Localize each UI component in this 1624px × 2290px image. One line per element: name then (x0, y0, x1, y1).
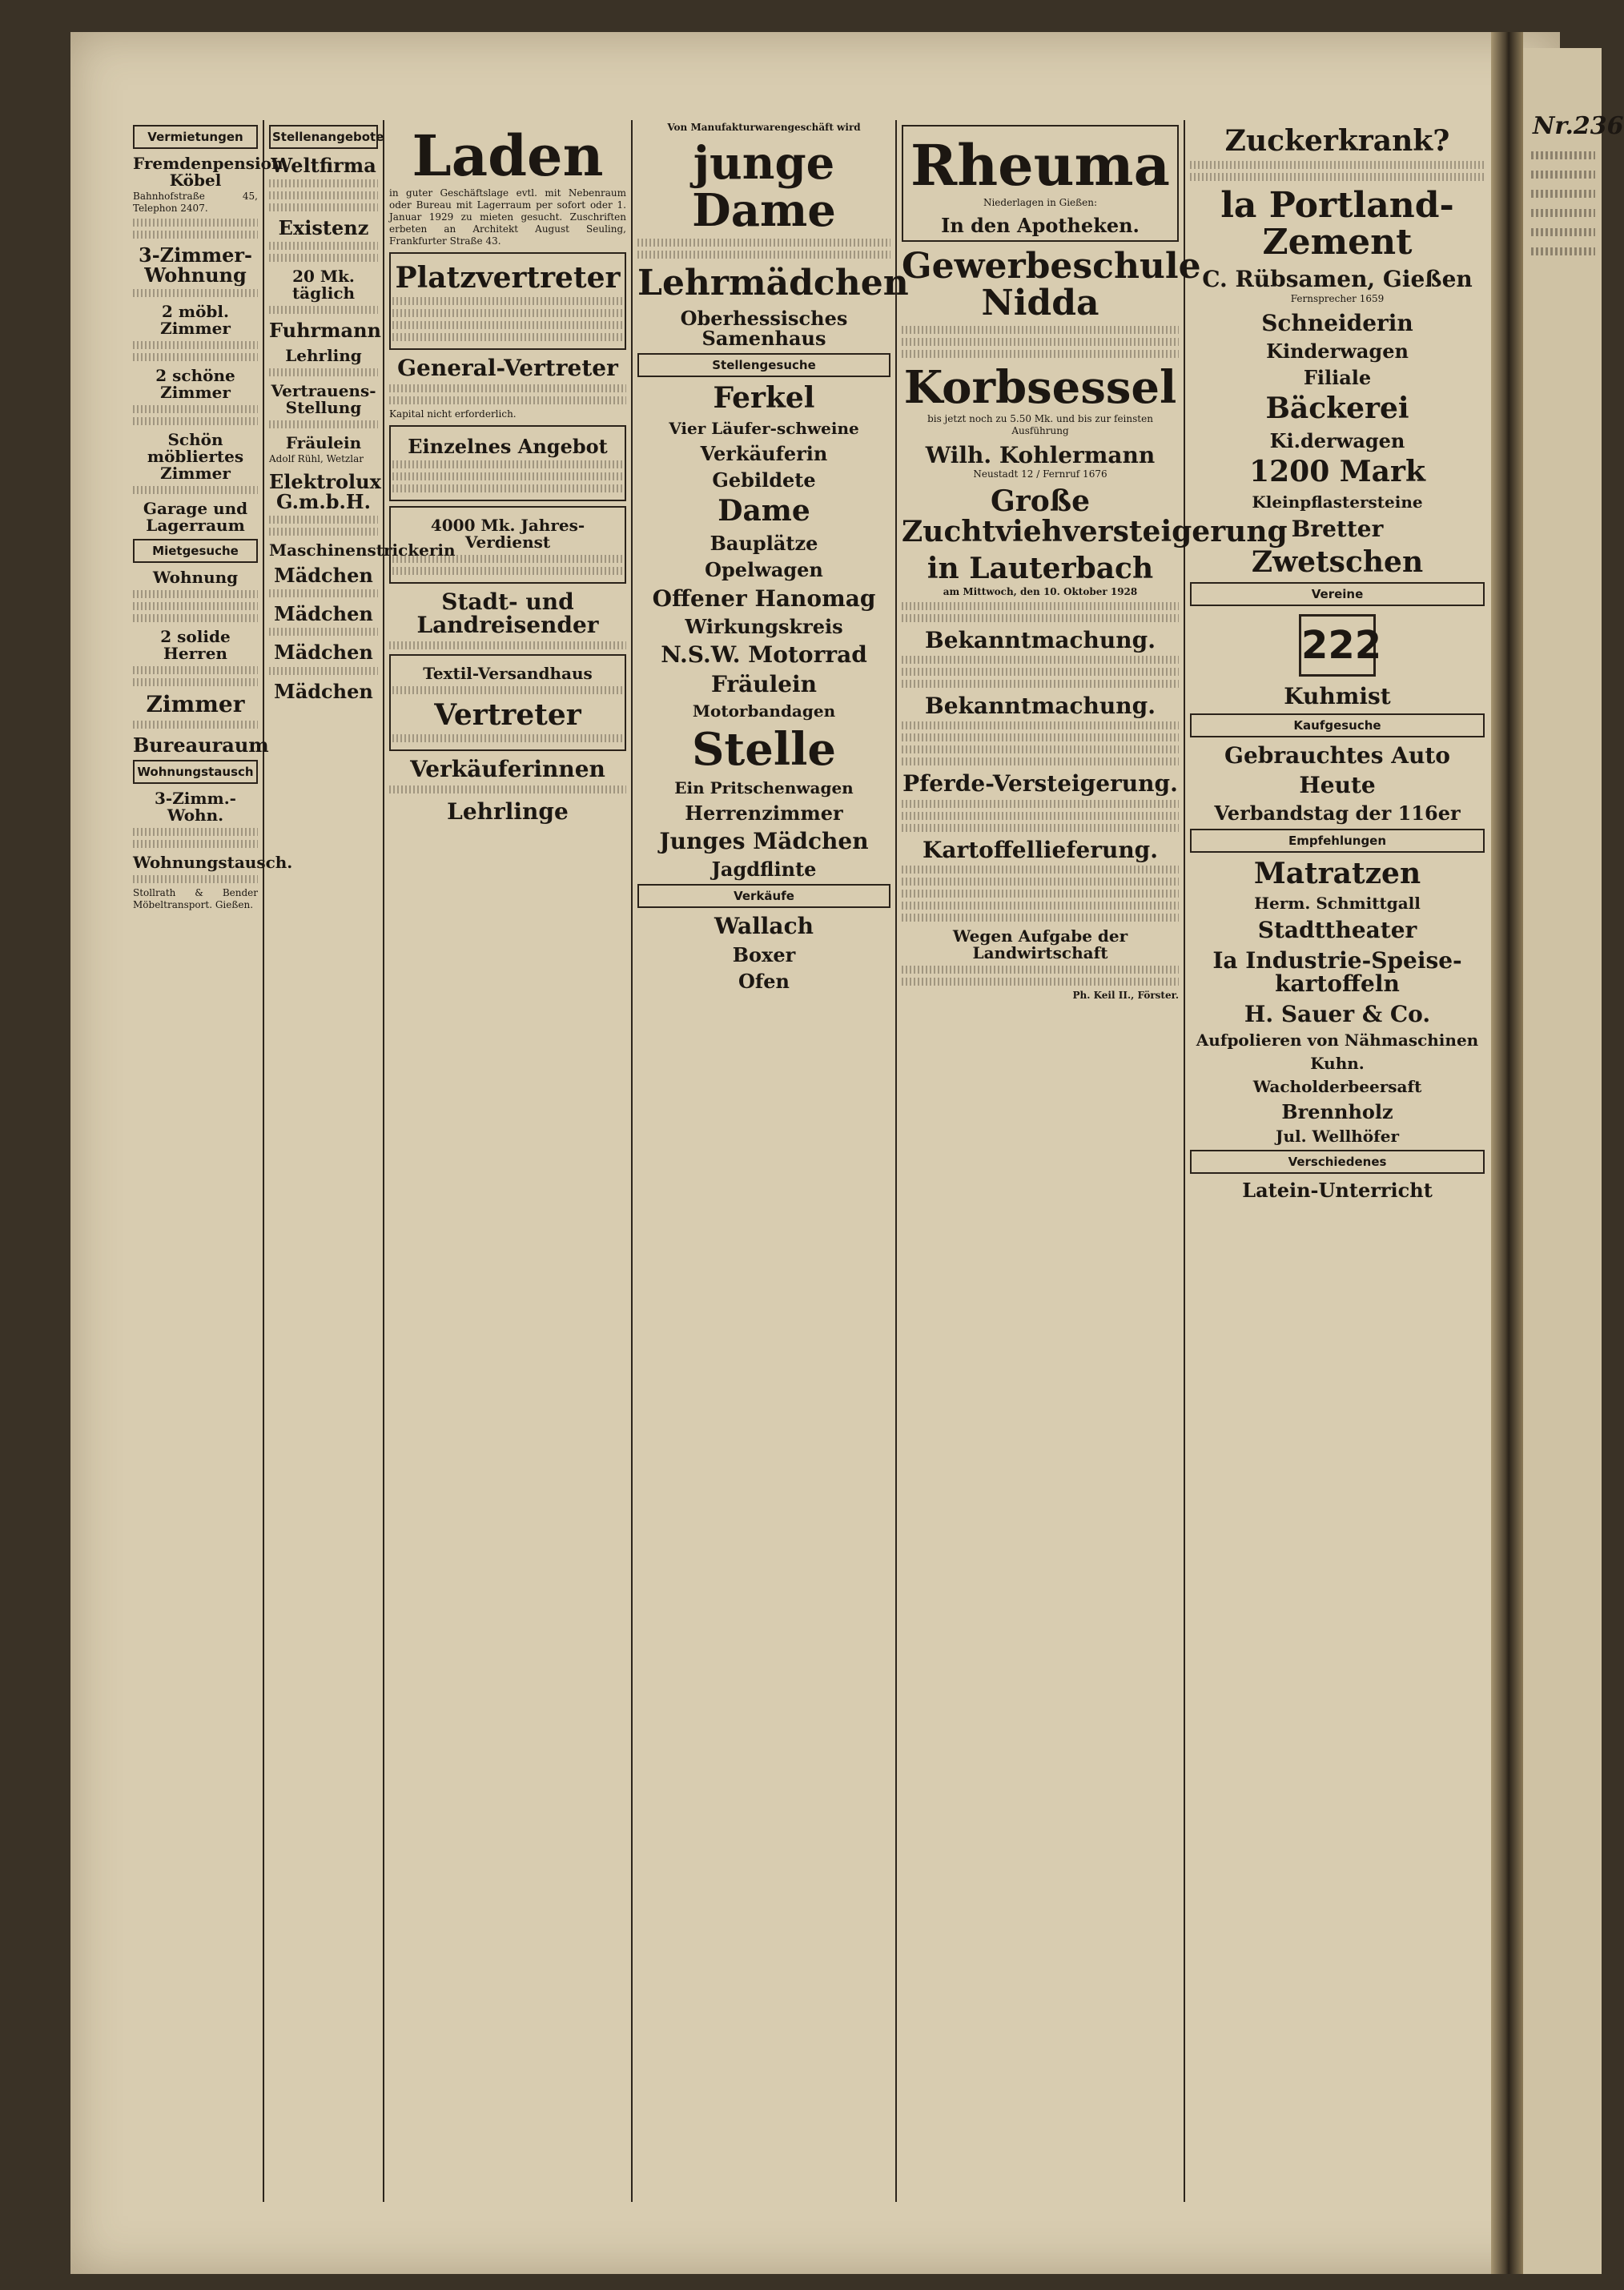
ad-heading: Vertreter (434, 697, 581, 732)
text-line (133, 405, 258, 413)
column-6 (1185, 120, 1489, 2202)
ad-heading: Wohnung (152, 568, 239, 588)
ad-heading: Junges Mädchen (659, 827, 869, 854)
ad-box (389, 425, 626, 501)
section-vereine: Vereine (1190, 582, 1485, 606)
text-line (389, 785, 626, 793)
ad-heading: Zimmer (146, 691, 245, 718)
ad-heading: Schön möbliertes Zimmer (147, 430, 244, 484)
ad-heading: Schneiderin (1261, 309, 1413, 336)
text-line (902, 350, 1179, 358)
tag-222: 222 (1299, 614, 1376, 677)
ad-heading: Ein Pritschenwagen (674, 777, 854, 797)
ad-text: Fernsprecher 1659 (1290, 292, 1385, 304)
ad-heading: Wallach (714, 913, 814, 940)
ad-heading: Bureauraum (133, 733, 269, 757)
ad-heading: Bretter (1291, 516, 1384, 543)
ad-heading: Lehrmädchen (637, 262, 909, 303)
text-line (269, 528, 378, 536)
ad-heading: 1200 Mark (1249, 455, 1425, 489)
text-line (389, 396, 626, 404)
text-line (1190, 173, 1485, 181)
ad-heading: Filiale (1303, 366, 1372, 390)
ad-box (389, 506, 626, 584)
text-line (133, 721, 258, 729)
ad-heading: Gebildete (712, 468, 816, 492)
ad-heading: Lehrlinge (447, 797, 569, 825)
section-wohnungstausch: Wohnungstausch (133, 760, 258, 784)
ad-heading: Fräulein (285, 432, 362, 452)
ad-heading: Textil-Versandhaus (423, 663, 593, 683)
ad-heading: Fuhrmann (269, 319, 382, 343)
ad-heading: Maschinenstrickerin (269, 540, 456, 560)
text-line (1531, 228, 1595, 236)
ad-heading: Zuckerkrank? (1224, 124, 1450, 158)
text-line (133, 875, 258, 883)
text-line (392, 333, 623, 341)
text-line (389, 641, 626, 649)
ad-heading: Bäckerei (1265, 392, 1409, 426)
text-line (392, 484, 623, 492)
text-line (902, 978, 1179, 986)
ad-heading: 2 solide Herren (160, 627, 231, 664)
ad-heading: Weltfirma (271, 154, 376, 177)
ad-heading: Wegen Aufgabe der Landwirtschaft (952, 926, 1128, 963)
text-line (902, 824, 1179, 832)
text-line (902, 656, 1179, 664)
text-line (133, 289, 258, 297)
text-line (392, 686, 623, 694)
ad-heading: Verbandstag der 116er (1214, 802, 1461, 826)
text-line (902, 326, 1179, 334)
ad-heading: Gewerbeschule Nidda (902, 245, 1201, 323)
text-line (902, 721, 1179, 729)
ad-heading: Elektrolux G.m.b.H. (269, 469, 381, 513)
ad-heading: Rheuma (910, 132, 1170, 199)
ad-heading: Einzelnes Angebot (408, 434, 608, 458)
ad-heading: Bekanntmachung. (925, 693, 1156, 720)
text-line (269, 191, 378, 199)
ad-heading: Zwetschen (1251, 544, 1424, 579)
ad-heading: In den Apotheken. (941, 213, 1140, 237)
ad-heading: Dame (718, 494, 810, 528)
text-line (902, 338, 1179, 346)
ad-heading: Ferkel (713, 381, 815, 416)
ad-text: Von Manufakturwarengeschäft wird (667, 122, 861, 133)
text-line (902, 812, 1179, 820)
ad-heading: Kartoffellieferung. (922, 836, 1158, 863)
ad-heading: Vertrauens-Stellung (271, 380, 376, 417)
text-line (392, 734, 623, 742)
ad-heading: Kuhmist (1284, 683, 1391, 710)
ad-heading: Aufpolieren von Nähmaschinen (1196, 1030, 1479, 1051)
text-line (1531, 171, 1595, 179)
text-line (1531, 190, 1595, 198)
text-line (637, 251, 890, 259)
text-line (269, 420, 378, 428)
text-line (902, 890, 1179, 898)
text-line (902, 680, 1179, 688)
text-line (902, 902, 1179, 910)
column-4 (633, 120, 909, 2202)
ad-text: Niederlagen in Gießen: (983, 196, 1098, 208)
ad-heading: Mädchen (274, 641, 373, 665)
section-empfehlungen: Empfehlungen (1190, 829, 1485, 853)
page-number: Nr.236 (1533, 112, 1624, 140)
ad-box (389, 654, 626, 752)
ad-heading: Ofen (738, 970, 790, 993)
ad-heading: Oberhessisches Samenhaus (680, 306, 848, 350)
text-line (133, 231, 258, 239)
text-line (392, 555, 623, 563)
text-line (902, 800, 1179, 808)
text-line (1190, 161, 1485, 169)
ad-heading: Gebrauchtes Auto (1224, 741, 1450, 769)
ad-text: in guter Geschäftslage evtl. mit Nebenraum oder Bureau mit Lagerraum per sofort oder 1. Januar 1929 zu mieten gesucht. Zuschriften erbeten an Architekt August Seuling, Frankfurter Straße 43. (389, 187, 626, 247)
text-line (133, 341, 258, 349)
text-line (392, 460, 623, 468)
column-1 (128, 120, 293, 2202)
column-5 (897, 120, 1288, 2202)
ad-heading: Korbsessel (903, 361, 1177, 415)
ad-text: Bahnhofstraße 45, Telephon 2407. (133, 191, 258, 214)
ad-heading: Vier Läufer-schweine (669, 418, 859, 438)
ad-heading: General-Vertreter (397, 355, 618, 382)
text-line (133, 219, 258, 227)
ad-heading: 2 schöne Zimmer (155, 366, 235, 403)
text-line (392, 309, 623, 317)
text-line (133, 840, 258, 848)
ad-heading: Ia Industrie-Speise-kartoffeln (1212, 946, 1462, 998)
ad-heading: Fremdenpension Köbel (133, 154, 283, 190)
text-line (269, 589, 378, 597)
text-line (269, 254, 378, 262)
ad-heading: Matratzen (1253, 856, 1421, 890)
ad-heading: Große Zuchtviehversteigerung (902, 484, 1288, 549)
ad-heading: C. Rübsamen, Gießen (1202, 266, 1473, 293)
ad-heading: Stelle (691, 722, 837, 776)
ad-heading: Herm. Schmittgall (1254, 894, 1421, 914)
text-line (1531, 151, 1595, 159)
ad-heading: 2 möbl. Zimmer (160, 302, 231, 339)
section-mietgesuche: Mietgesuche (133, 539, 258, 563)
text-line (269, 628, 378, 636)
ad-heading: 3-Zimm.-Wohn. (154, 788, 236, 825)
text-line (902, 614, 1179, 622)
text-line (269, 368, 378, 376)
text-line (269, 306, 378, 314)
next-page-edge (1523, 48, 1624, 2274)
ad-heading: Mädchen (274, 563, 373, 587)
text-line (392, 567, 623, 575)
text-line (133, 486, 258, 494)
text-line (902, 733, 1179, 741)
section-verschiedenes: Verschiedenes (1190, 1150, 1485, 1174)
ad-heading: Stadt- und Landreisender (416, 588, 599, 639)
ad-heading: Ki.derwagen (1269, 429, 1405, 453)
text-line (133, 666, 258, 674)
section-kaufgesuche: Kaufgesuche (1190, 713, 1485, 737)
ad-box (902, 125, 1179, 242)
ad-heading: Wohnungstausch. (133, 852, 293, 872)
ad-heading: Brennholz (1281, 1100, 1393, 1124)
ad-heading: Platzvertreter (395, 260, 621, 295)
ad-heading: Boxer (732, 942, 796, 966)
ad-heading: Verkäuferinnen (410, 756, 605, 783)
ad-heading: Jagdflinte (711, 858, 817, 882)
section-stellenangebote: Stellenangebote (269, 125, 378, 149)
text-line (902, 602, 1179, 610)
ad-heading: Bekanntmachung. (925, 626, 1156, 653)
ad-heading: Offener Hanomag (652, 585, 876, 612)
ad-text: Stollrath & Bender Möbeltransport. Gießen. (133, 886, 258, 910)
text-line (133, 590, 258, 598)
ad-heading: Motorbandagen (692, 701, 836, 721)
ad-heading: Opelwagen (705, 558, 823, 582)
text-line (269, 667, 378, 675)
ad-text: am Mittwoch, den 10. Oktober 1928 (943, 585, 1138, 597)
section-verkaeufe: Verkäufe (637, 884, 890, 908)
ad-heading: H. Sauer & Co. (1244, 1000, 1431, 1027)
ad-box (389, 252, 626, 351)
ad-heading: la Portland-Zement (1220, 184, 1454, 263)
ad-heading: Bauplätze (709, 532, 818, 556)
ad-heading: Heute (1299, 772, 1376, 799)
text-line (133, 602, 258, 610)
text-line (392, 297, 623, 305)
ad-heading: Jul. Wellhöfer (1275, 1127, 1400, 1147)
ad-heading: Garage und Lagerraum (143, 499, 248, 536)
text-line (902, 668, 1179, 676)
book-gutter (1491, 32, 1523, 2274)
ad-heading: Wirkungskreis (685, 614, 843, 638)
ad-text: bis jetzt noch zu 5.50 Mk. und bis zur feinsten Ausführung (927, 412, 1153, 436)
ad-heading: 3-Zimmer-Wohnung (139, 243, 252, 287)
ad-text: Ph. Keil II., Förster. (1072, 990, 1179, 1002)
ad-text: Neustadt 12 / Fernruf 1676 (973, 468, 1107, 480)
ad-heading: Kinderwagen (1266, 339, 1409, 363)
text-line (902, 878, 1179, 886)
ad-heading: in Lauterbach (927, 551, 1154, 585)
ad-columns (128, 120, 1489, 2202)
ad-heading: Latein-Unterricht (1242, 1179, 1433, 1203)
ad-heading: Wilh. Kohlermann (925, 441, 1156, 468)
text-line (392, 472, 623, 480)
text-line (133, 353, 258, 361)
text-line (269, 516, 378, 524)
text-line (637, 239, 890, 247)
ad-heading: Existenz (278, 216, 369, 240)
ad-heading: Fräulein (710, 671, 818, 698)
ad-heading: Kleinpflastersteine (1252, 492, 1423, 512)
ad-heading: Stadttheater (1257, 917, 1417, 944)
text-line (269, 242, 378, 250)
text-line (902, 745, 1179, 753)
ad-heading: Mädchen (274, 602, 373, 626)
text-line (133, 828, 258, 836)
ad-heading: N.S.W. Motorrad (661, 641, 867, 669)
text-line (269, 179, 378, 187)
ad-heading: Laden (412, 123, 604, 189)
section-stellengesuche: Stellengesuche (637, 353, 890, 377)
text-line (902, 757, 1179, 765)
ad-heading: 20 Mk. täglich (291, 267, 356, 303)
ad-text: Adolf Rühl, Wetzlar (269, 452, 364, 464)
ad-heading: junge Dame (692, 137, 836, 237)
text-line (133, 678, 258, 686)
text-line (902, 866, 1179, 874)
ad-heading: Pferde-Versteigerung. (902, 770, 1178, 797)
ad-heading: Lehrling (285, 345, 362, 365)
ad-heading: 4000 Mk. Jahres-Verdienst (430, 515, 585, 552)
text-line (902, 966, 1179, 974)
text-line (1531, 247, 1595, 255)
text-line (902, 914, 1179, 922)
ad-heading: Mädchen (274, 679, 373, 703)
text-line (389, 384, 626, 392)
ad-text: Kapital nicht erforderlich. (389, 408, 517, 420)
ad-heading: Kuhn. (1310, 1054, 1365, 1074)
text-line (269, 203, 378, 211)
ad-heading: Verkäuferin (700, 441, 828, 465)
ad-heading: Wacholderbeersaft (1252, 1077, 1422, 1097)
text-line (1531, 209, 1595, 217)
text-line (392, 321, 623, 329)
ad-heading: Herrenzimmer (685, 801, 843, 825)
text-line (133, 614, 258, 622)
section-vermietungen: Vermietungen (133, 125, 258, 149)
column-3 (384, 120, 633, 2202)
text-line (133, 417, 258, 425)
